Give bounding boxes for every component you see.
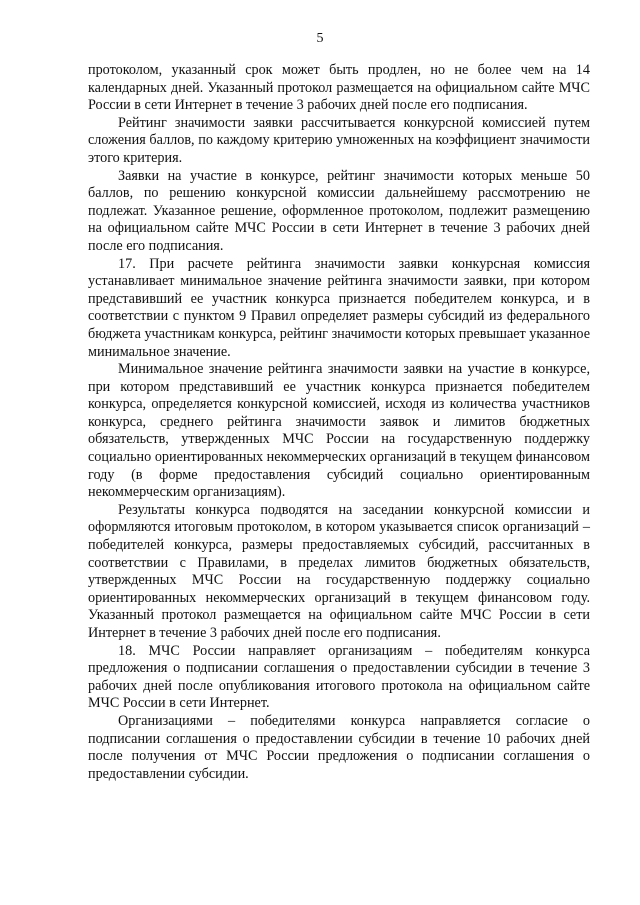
paragraph-clause-18: 18. МЧС России направляет организациям – победителям конкурса предложения о подписании соглашения о предоставлении субсидии в течение 3 рабочих дней после опубликования итогового протокола на официальном сайте МЧС России в сети Интернет. [88,642,590,712]
paragraph-rating-calculation: Рейтинг значимости заявки рассчитывается конкурсной комиссией путем сложения баллов, по каждому критерию умноженных на коэффициент значимости этого критерия. [88,114,590,166]
page-number: 5 [316,31,324,46]
paragraph-minimum-rating: Минимальное значение рейтинга значимости заявки на участие в конкурсе, при котором представивший ее участник конкурса признается победителем конкурса, определяется конкурсной комиссией, исходя из количества участников конкурса, среднего рейтинга значимости заявок и лимитов бюджетных обязательств, утвержденных МЧС России на государственную поддержку социально ориентированных некоммерческих организаций в текущем финансовом году (в форме предоставления субсидий социально ориентированным некоммерческим организациям). [88,361,590,501]
document-body [88,62,590,783]
paragraph-results: Результаты конкурса подводятся на заседании конкурсной комиссии и оформляются итоговым протоколом, в котором указывается список организаций – победителей конкурса, размеры предоставляемых субсидий, рассчитанных в соответствии с Правилами, в пределах лимитов бюджетных обязательств, утвержденных МЧС России на государственную поддержку социально ориентированных некоммерческих организаций в текущем финансовом году. Указанный протокол размещается на официальном сайте МЧС России в сети Интернет в течение 3 рабочих дней после его подписания. [88,501,590,641]
paragraph-clause-17: 17. При расчете рейтинга значимости заявки конкурсная комиссия устанавливает минимальное значение рейтинга значимости заявки, при котором представивший ее участник конкурса признается победителем конкурса, и в соответствии с пунктом 9 Правил определяет размеры субсидий из федерального бюджета участникам конкурса, рейтинг значимости которых превышает указанное минимальное значение. [88,255,590,360]
paragraph-consent: Организациями – победителями конкурса направляется согласие о подписании соглашения о предоставлении субсидии в течение 10 рабочих дней после получения от МЧС России предложения о подписании соглашения о предоставлении субсидии. [88,712,590,782]
paragraph-continuation: протоколом, указанный срок может быть продлен, но не более чем на 14 календарных дней. Указанный протокол размещается на официальном сайте МЧС России в сети Интернет в течение 3 рабочих дней после его подписания. [88,62,590,114]
paragraph-low-rating-rejection: Заявки на участие в конкурсе, рейтинг значимости которых меньше 50 баллов, по решению конкурсной комиссии дальнейшему рассмотрению не подлежат. Указанное решение, оформленное протоколом, подлежит размещению на официальном сайте МЧС России в сети Интернет в течение 3 рабочих дней после его подписания. [88,167,590,254]
